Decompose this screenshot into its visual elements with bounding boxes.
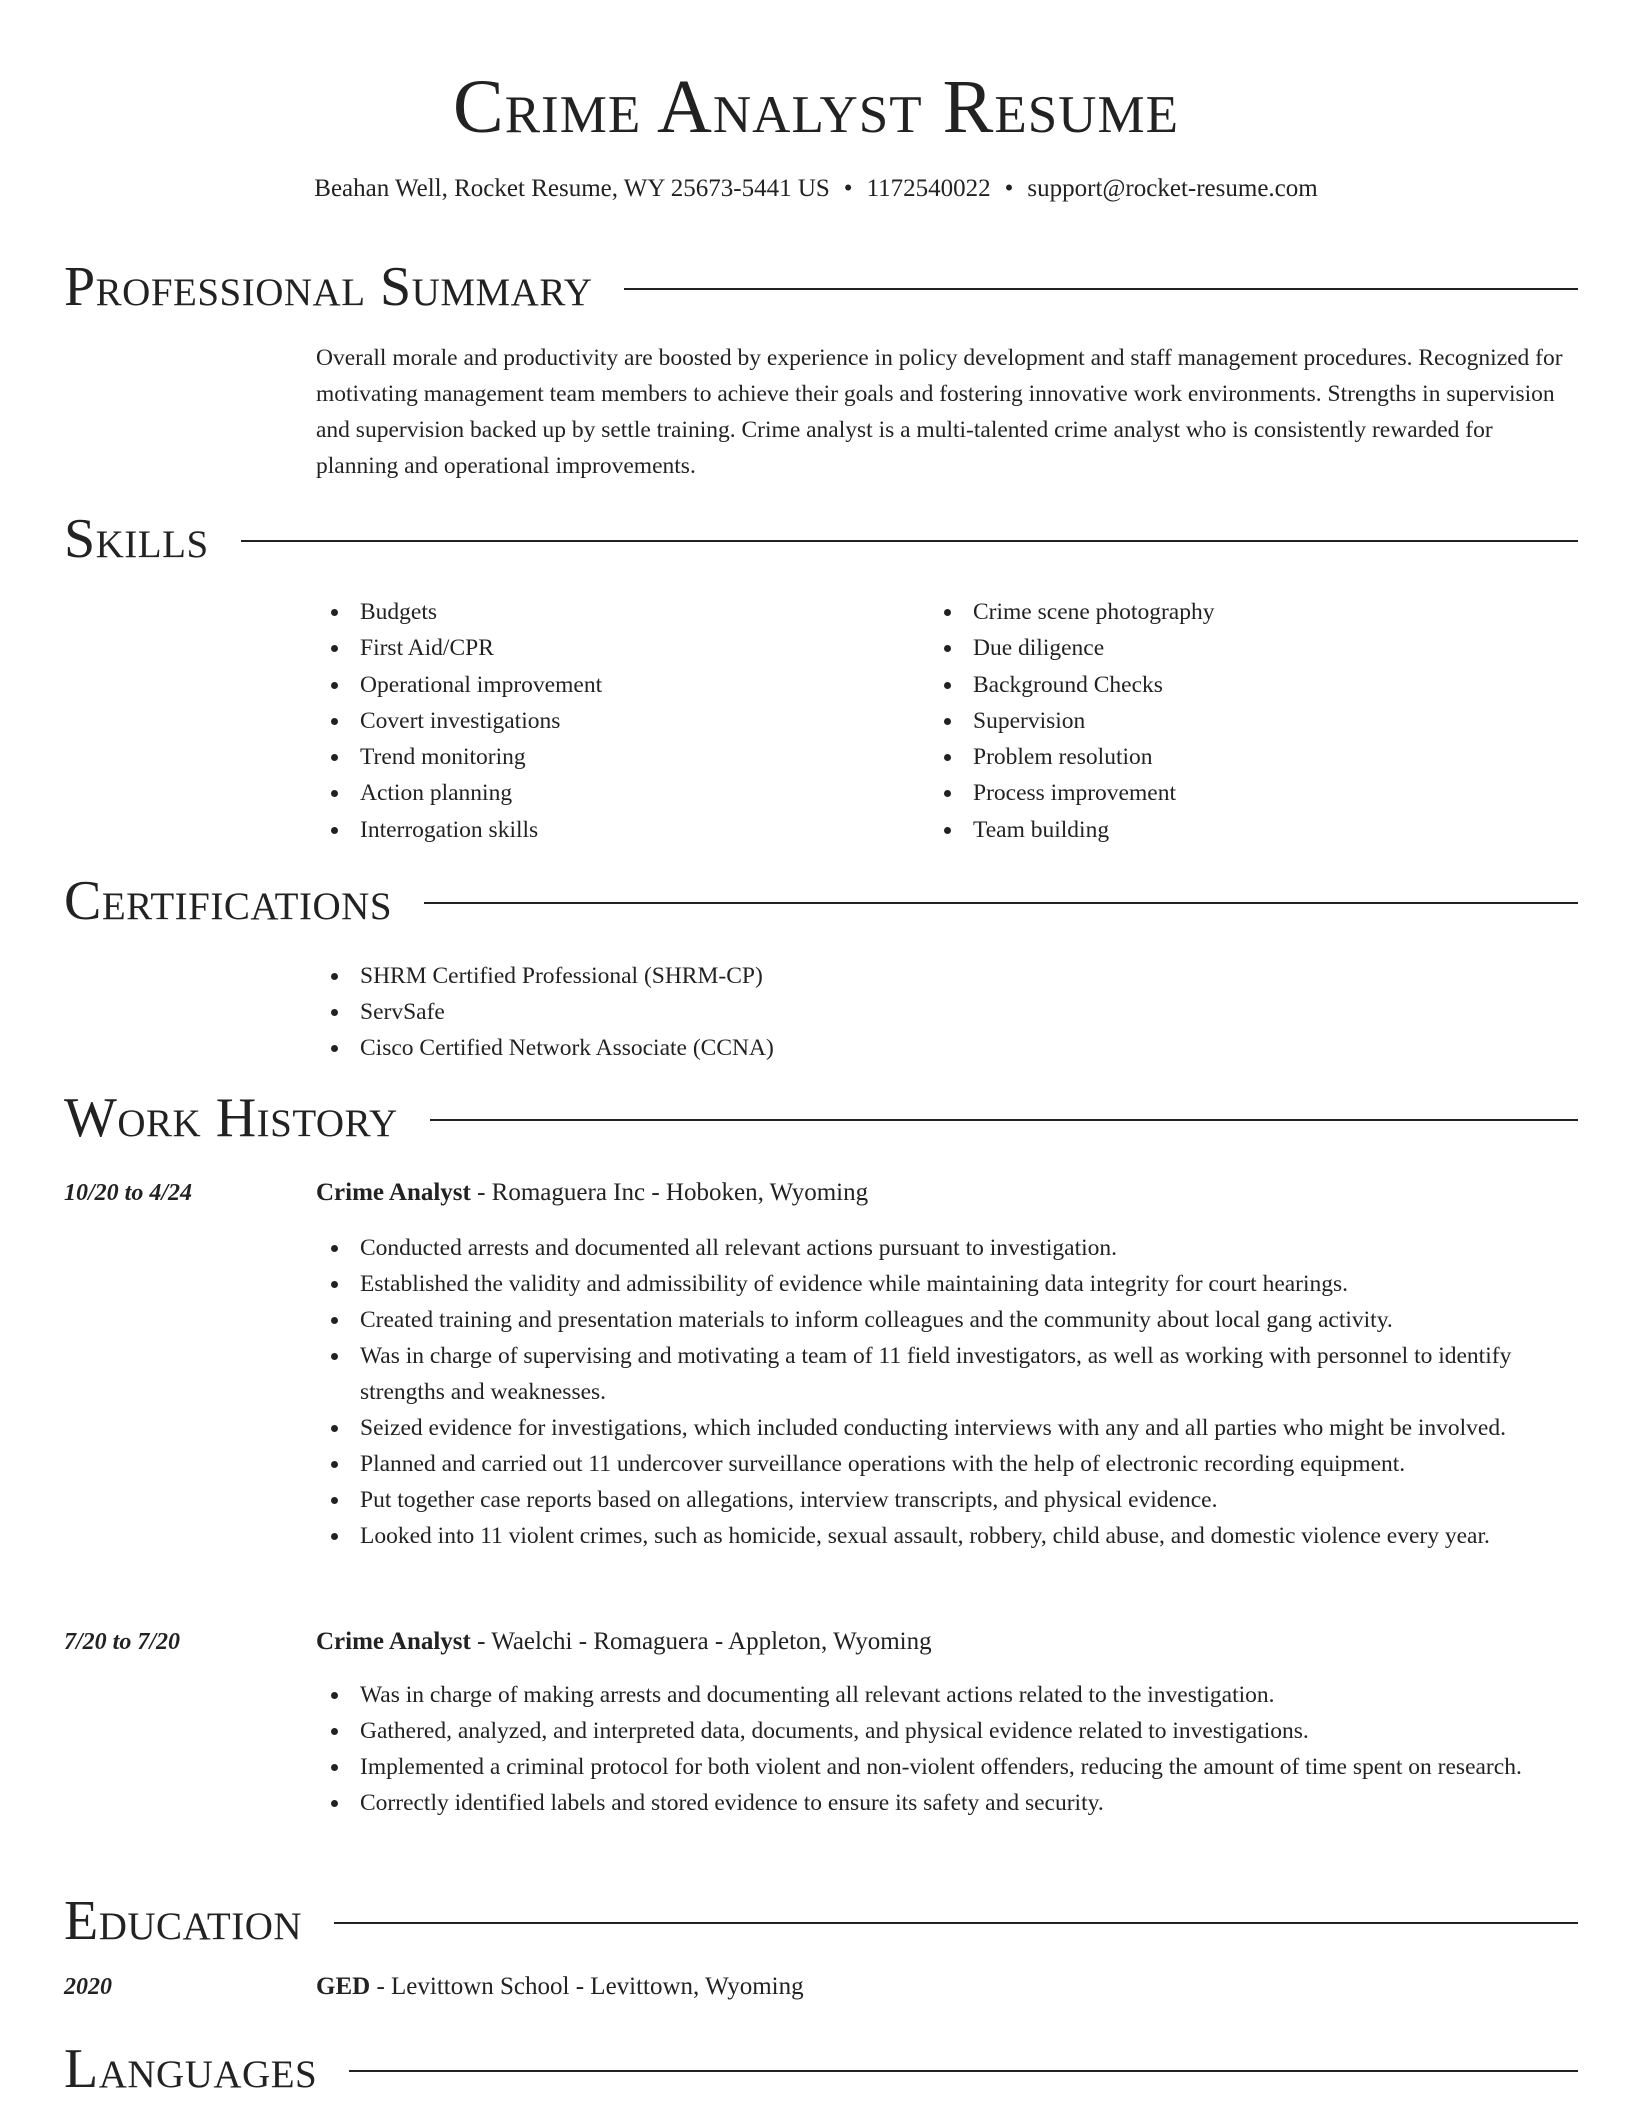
section-header-certifications xyxy=(64,866,1578,936)
skill-item: Team building xyxy=(929,812,1214,848)
contact-line xyxy=(0,172,1632,206)
certification-item: Cisco Certified Network Associate (CCNA) xyxy=(316,1030,774,1066)
job-title: Crime Analyst xyxy=(316,1179,471,1206)
job-title: Crime Analyst xyxy=(316,1628,471,1655)
certification-item: SHRM Certified Professional (SHRM-CP) xyxy=(316,958,774,994)
job-duty: Implemented a criminal protocol for both violent and non-violent offenders, reducing the amount of time spent on research. xyxy=(316,1749,1578,1785)
skill-item: Action planning xyxy=(316,775,602,811)
job-duty: Correctly identified labels and stored evidence to ensure its safety and security. xyxy=(316,1785,1578,1821)
certifications-list xyxy=(316,958,774,1066)
skill-item: Interrogation skills xyxy=(316,812,602,848)
job-duty: Was in charge of making arrests and documenting all relevant actions related to the investigation. xyxy=(316,1677,1578,1713)
job-dates: 7/20 to 7/20 xyxy=(64,1629,181,1655)
section-title-languages: Languages xyxy=(64,2038,318,2100)
section-header-education xyxy=(64,1886,1578,1956)
section-header-work-history xyxy=(64,1083,1578,1153)
section-header-languages xyxy=(64,2034,1578,2104)
job-dates: 10/20 to 4/24 xyxy=(64,1180,193,1206)
section-title-certifications: Certifications xyxy=(64,870,393,932)
skill-item: Covert investigations xyxy=(316,703,602,739)
contact-email: support@rocket-resume.com xyxy=(1027,175,1318,202)
skill-item: Process improvement xyxy=(929,775,1214,811)
job-duty: Looked into 11 violent crimes, such as homicide, sexual assault, robbery, child abuse, and domestic violence every year. xyxy=(316,1518,1578,1554)
job-duty: Established the validity and admissibility of evidence while maintaining data integrity for court hearings. xyxy=(316,1266,1578,1302)
job-heading xyxy=(316,1176,868,1210)
job-duties-list xyxy=(316,1230,1578,1554)
skills-list-right xyxy=(929,594,1214,848)
skills-list-left xyxy=(316,594,602,848)
skill-item: Problem resolution xyxy=(929,739,1214,775)
contact-address: Beahan Well, Rocket Resume, WY 25673-5441 US xyxy=(314,175,830,202)
section-divider xyxy=(424,902,1578,904)
section-header-summary xyxy=(64,252,1578,322)
resume-title: Crime Analyst Resume xyxy=(453,65,1179,149)
section-divider xyxy=(334,1922,1578,1924)
skill-item: Crime scene photography xyxy=(929,594,1214,630)
job-employer-location: - Romaguera Inc - Hoboken, Wyoming xyxy=(470,1179,869,1206)
section-title-education: Education xyxy=(64,1890,303,1952)
skill-item: Operational improvement xyxy=(316,667,602,703)
job-duty: Created training and presentation materials to inform colleagues and the community about local gang activity. xyxy=(316,1302,1578,1338)
job-heading xyxy=(316,1625,932,1659)
section-title-summary: Professional Summary xyxy=(64,256,593,318)
contact-phone: 1172540022 xyxy=(866,175,991,202)
job-duty: Planned and carried out 11 undercover surveillance operations with the help of electronic recording equipment. xyxy=(316,1446,1578,1482)
section-divider xyxy=(241,540,1578,542)
skill-item: Supervision xyxy=(929,703,1214,739)
section-title-work-history: Work History xyxy=(64,1087,398,1149)
skill-item: Budgets xyxy=(316,594,602,630)
summary-text: Overall morale and productivity are boosted by experience in policy development and staff management procedures. Recognized for motivating management team members to achieve their goals and fostering innovative work environments. Strengths in supervision and supervision backed up by settle training. Crime analyst is a multi-talented crime analyst who is consistently rewarded for planning and operational improvements. xyxy=(316,345,1563,479)
certification-item: ServSafe xyxy=(316,994,774,1030)
skill-item: First Aid/CPR xyxy=(316,630,602,666)
job-duty: Conducted arrests and documented all relevant actions pursuant to investigation. xyxy=(316,1230,1578,1266)
section-divider xyxy=(430,1119,1578,1121)
job-duty: Gathered, analyzed, and interpreted data, documents, and physical evidence related to investigations. xyxy=(316,1713,1578,1749)
skill-item: Background Checks xyxy=(929,667,1214,703)
section-divider xyxy=(624,288,1578,290)
job-employer-location: - Waelchi - Romaguera - Appleton, Wyoming xyxy=(470,1628,932,1655)
contact-separator: • xyxy=(1004,175,1014,202)
education-heading xyxy=(316,1970,804,2004)
job-duty: Put together case reports based on allegations, interview transcripts, and physical evidence. xyxy=(316,1482,1578,1518)
skill-item: Trend monitoring xyxy=(316,739,602,775)
skill-item: Due diligence xyxy=(929,630,1214,666)
job-duty: Was in charge of supervising and motivating a team of 11 field investigators, as well as working with personnel to identify strengths and weaknesses. xyxy=(316,1338,1578,1410)
education-school-location: - Levittown School - Levittown, Wyoming xyxy=(370,1973,804,2000)
education-degree: GED xyxy=(316,1973,371,2000)
section-title-skills: Skills xyxy=(64,508,209,570)
section-header-skills xyxy=(64,504,1578,574)
section-divider xyxy=(349,2070,1578,2072)
education-year: 2020 xyxy=(64,1974,112,2000)
job-duty: Seized evidence for investigations, which included conducting interviews with any and all parties who might be involved. xyxy=(316,1410,1578,1446)
contact-separator: • xyxy=(843,175,853,202)
job-duties-list xyxy=(316,1677,1578,1821)
